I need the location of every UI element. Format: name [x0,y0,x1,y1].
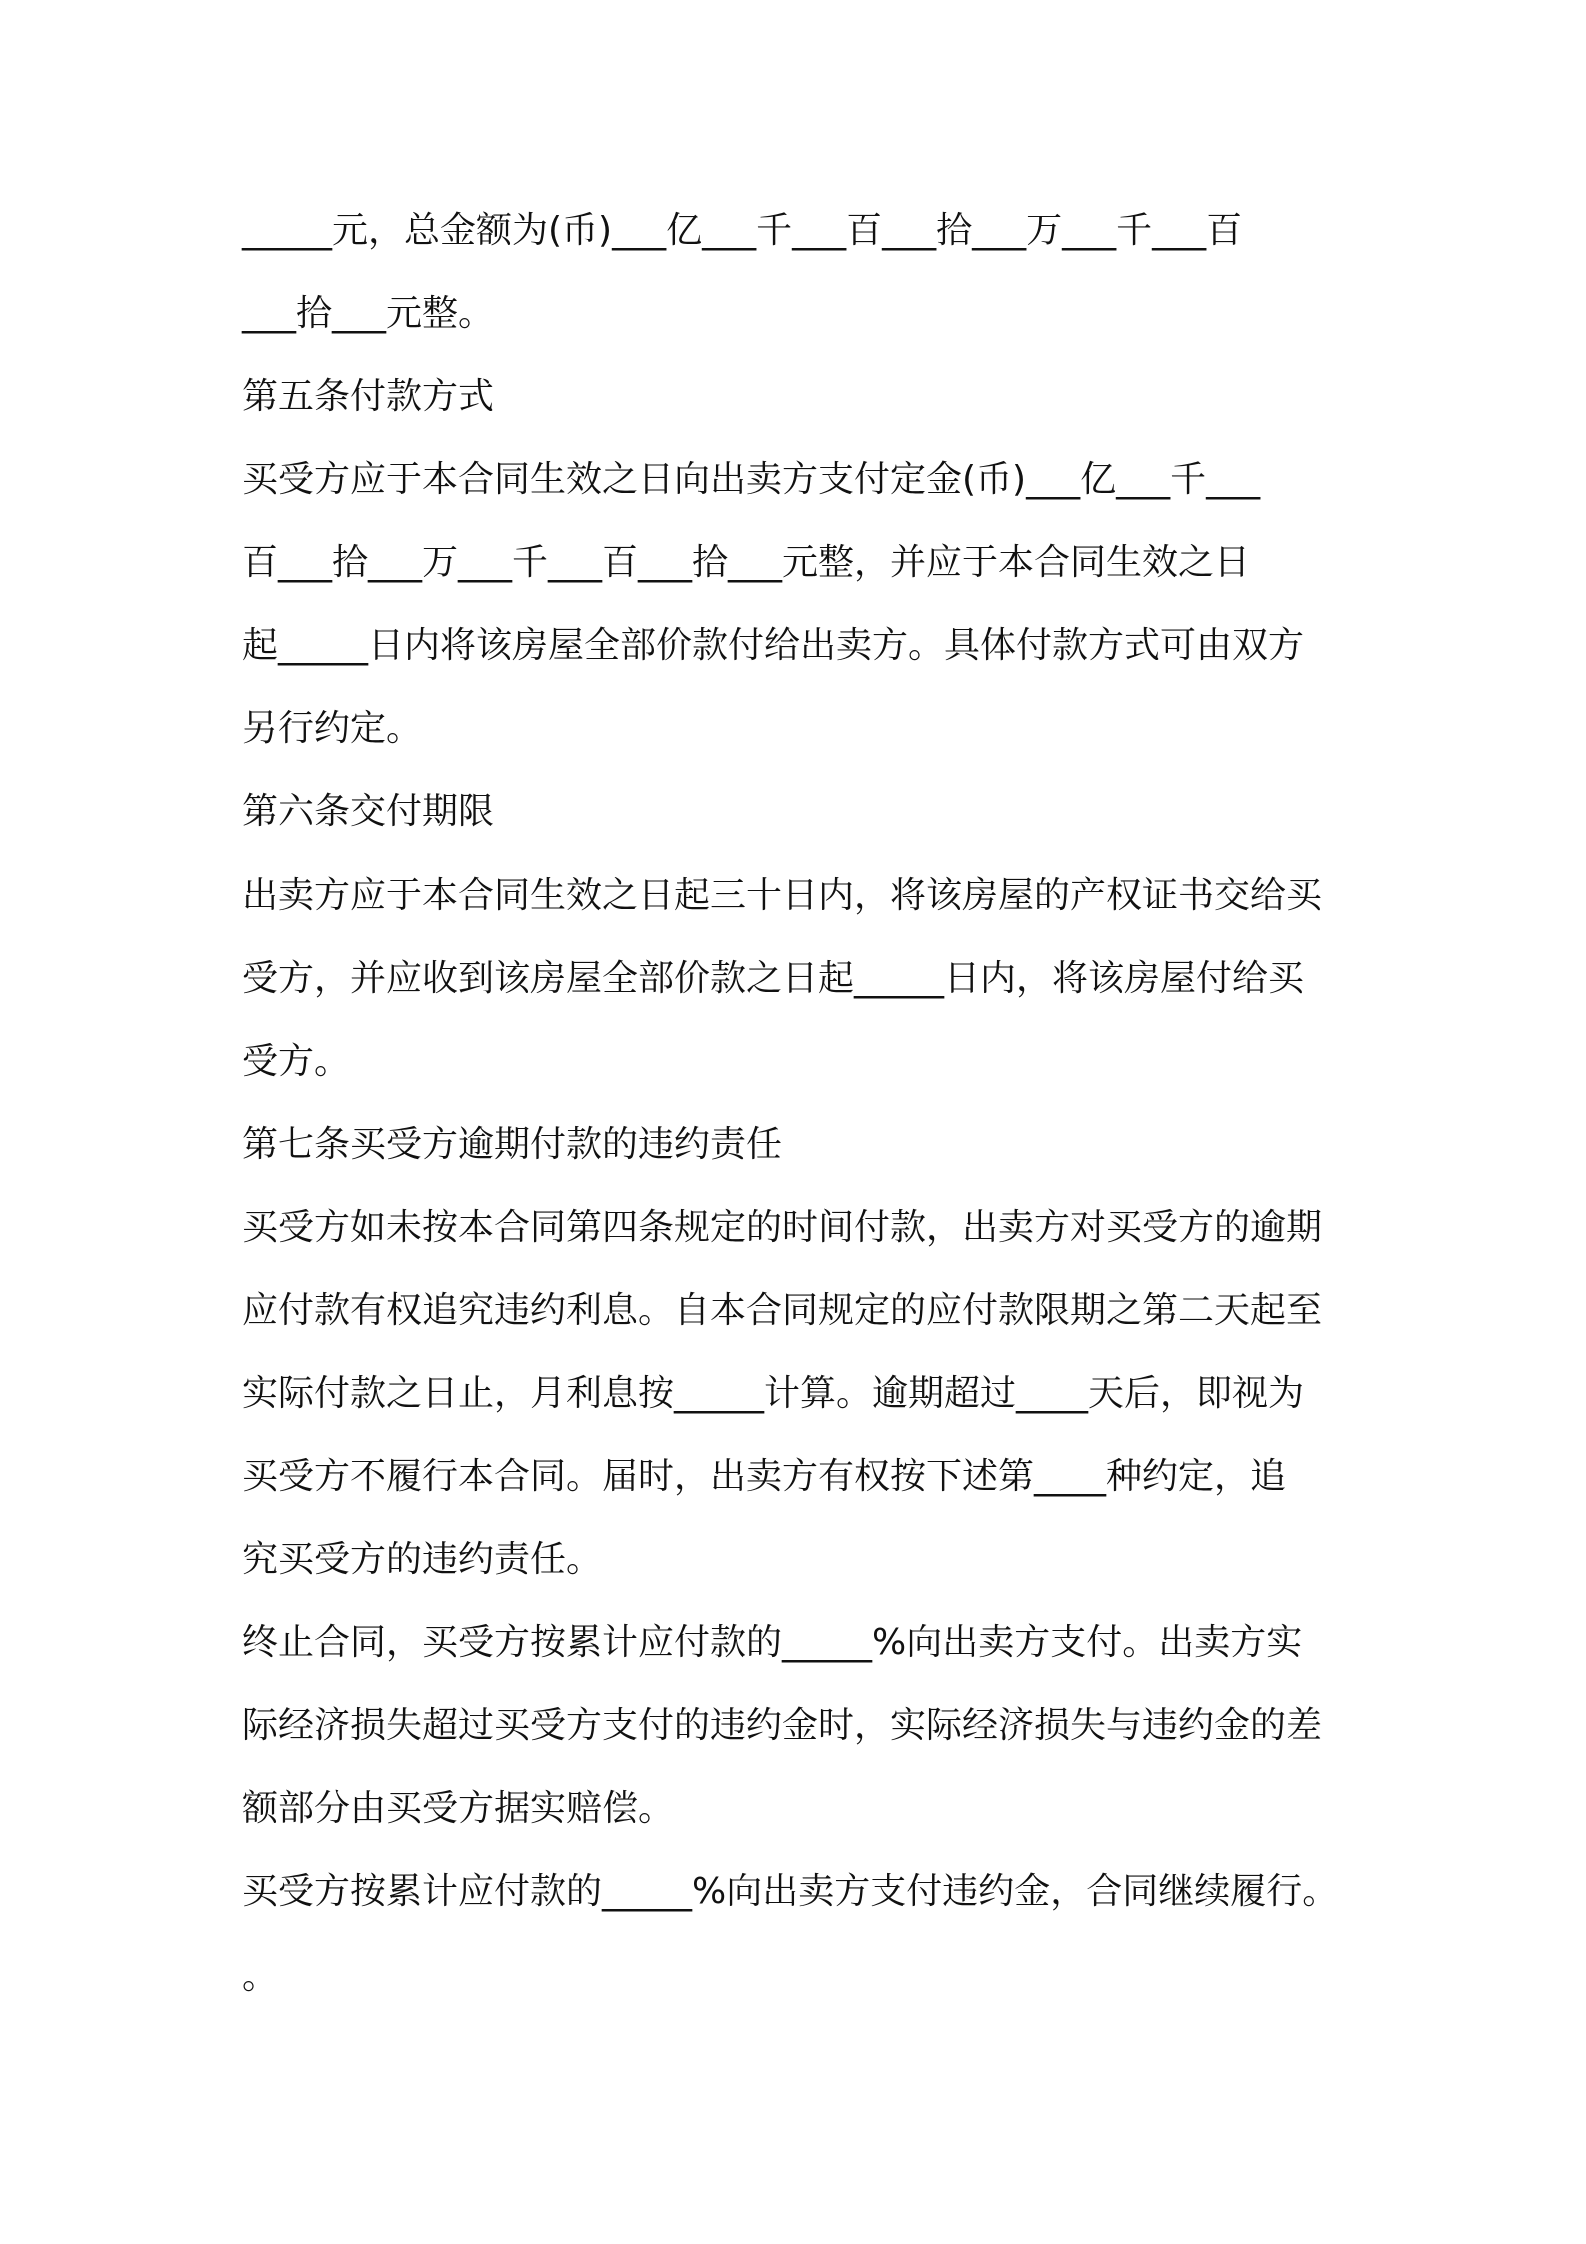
text-line: 起_____日内将该房屋全部价款付给出卖方。具体付款方式可由双方 [242,625,1305,666]
text-line: 买受方按累计应付款的_____%向出卖方支付违约金，合同继续履行。 [242,1871,1339,1912]
text-line: 出卖方应于本合同生效之日起三十日内，将该房屋的产权证书交给买 [242,875,1323,916]
section-heading: 第五条付款方式 [242,376,495,417]
text-line: 另行约定。 [242,708,423,749]
text-line: 究买受方的违约责任。 [242,1539,603,1580]
text-line: 受方。 [242,1041,351,1082]
text-line: 际经济损失超过买受方支付的违约金时，实际经济损失与违约金的差 [242,1705,1323,1746]
text-line: 终止合同，买受方按累计应付款的_____%向出卖方支付。出卖方实 [242,1622,1303,1663]
text-line: 买受方如未按本合同第四条规定的时间付款，出卖方对买受方的逾期 [242,1207,1323,1248]
text-line: 实际付款之日止，月利息按_____计算。逾期超过____天后，即视为 [242,1373,1305,1414]
text-line: 受方，并应收到该房屋全部价款之日起_____日内，将该房屋付给买 [242,958,1305,999]
text-line: 买受方应于本合同生效之日向出卖方支付定金(币)___亿___千___ [242,459,1261,500]
text-line: 应付款有权追究违约利息。自本合同规定的应付款限期之第二天起至 [242,1290,1323,1331]
section-heading: 第六条交付期限 [242,791,495,832]
text-line: 百___拾___万___千___百___拾___元整，并应于本合同生效之日 [242,542,1251,583]
text-line: _____元，总金额为(币)___亿___千___百___拾___万___千___百 [242,210,1243,251]
text-line: 买受方不履行本合同。届时，出卖方有权按下述第____种约定，追 [242,1456,1287,1497]
section-heading: 第七条买受方逾期付款的违约责任 [242,1124,783,1165]
text-line: 。 [242,1956,279,1997]
text-line: 额部分由买受方据实赔偿。 [242,1788,675,1829]
text-line: ___拾___元整。 [242,293,495,334]
